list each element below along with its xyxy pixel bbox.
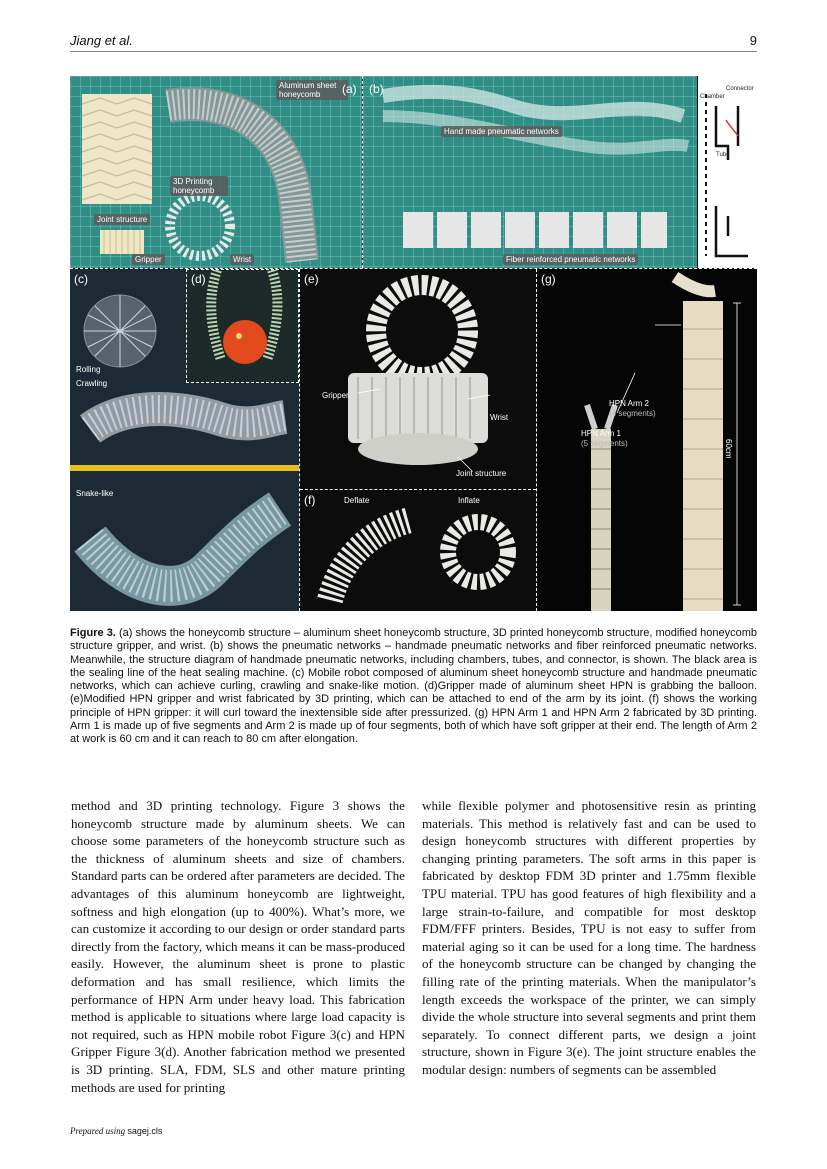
- panel-label-g: (g): [541, 272, 556, 286]
- label-tube: Tube: [716, 152, 730, 158]
- header-author: Jiang et al.: [70, 33, 133, 48]
- inflate-gripper: [448, 522, 508, 582]
- panel-label-e: (e): [304, 272, 319, 286]
- label-connector: Connector: [726, 86, 754, 92]
- label-inflate: Inflate: [458, 496, 480, 505]
- divider-top-row: [70, 268, 757, 269]
- label-arm-2-segments: (4 segments): [609, 409, 656, 418]
- label-crawling: Crawling: [76, 379, 108, 388]
- printed-joint: [358, 433, 478, 465]
- panel-label-b: (b): [369, 82, 384, 96]
- fiber-reinforced-network-shape: [403, 212, 667, 248]
- label-chamber: Chamber: [700, 94, 725, 100]
- footer: [70, 1126, 162, 1136]
- figure-caption: [70, 627, 757, 747]
- label-hpn-arm-1: HPN Arm 1: [581, 429, 622, 438]
- divider-c-e: [299, 269, 300, 611]
- footer-cls-file: sagej.cls: [127, 1126, 163, 1136]
- handmade-pneumatic-network-shape: [383, 92, 683, 116]
- divider-b-schematic: [698, 76, 699, 268]
- label-hpn-arm-2: HPN Arm 2: [609, 399, 650, 408]
- panel-a: [70, 76, 362, 268]
- label-e-gripper: Gripper: [322, 391, 349, 400]
- label-handmade-networks: Hand made pneumatic networks: [441, 126, 562, 137]
- panel-b-schematic: [698, 76, 757, 268]
- panel-f: [300, 490, 536, 611]
- label-snake-like: Snake-like: [76, 489, 114, 498]
- caption-label: Figure 3.: [70, 627, 116, 639]
- footer-prepared-using: Prepared using: [70, 1126, 126, 1136]
- panel-e-illustration: [300, 269, 536, 489]
- label-arm-1-segments: (5 segments): [581, 439, 628, 448]
- crawling-robot: [90, 409, 285, 429]
- panel-label-c: (c): [74, 272, 88, 286]
- label-e-joint: Joint structure: [456, 469, 507, 478]
- label-rolling: Rolling: [76, 365, 101, 374]
- label-deflate: Deflate: [344, 496, 370, 505]
- figure-3: [70, 76, 757, 611]
- panel-b: [363, 76, 697, 268]
- printed-gripper: [376, 285, 468, 377]
- rolling-robot: [84, 295, 156, 367]
- label-e-wrist: Wrist: [490, 413, 509, 422]
- divider-e-g: [536, 269, 537, 611]
- pneumatic-schematic: [698, 76, 757, 268]
- wrist-part: [170, 196, 230, 256]
- panel-label-d: (d): [191, 272, 206, 286]
- panel-d-illustration: [187, 270, 299, 383]
- label-wrist: Wrist: [230, 254, 254, 265]
- panel-e: [300, 269, 536, 489]
- panel-b-illustration: [363, 76, 697, 268]
- label-aluminum-honeycomb: Aluminum sheet honeycomb: [276, 80, 348, 100]
- deflate-gripper: [330, 520, 410, 600]
- running-header: [70, 30, 757, 52]
- hpn-arm-2: [675, 277, 723, 611]
- snake-robot: [90, 509, 280, 586]
- ruler: [70, 465, 299, 471]
- panel-f-illustration: [300, 490, 536, 611]
- body-column-right: while flexible polymer and photosensitive resin as printing materials. This method is relatively fast and can be used to design honeycomb structures with different properties by changing printing parameters. The soft arms in this paper is fabricated by desktop FDM 3D printer and 1.75mm flexible TPU material. TPU has good features of high flexibility and a large strain-to-failure, and compatible for most desktop FDM/FFF printers. Besides, TPU is not easy to suffer from material aging so it can be used for a long time. The hardness of the honeycomb structure can be changed by changing the filling rate of the printing materials. When the manipulator’s length exceeds the workspace of the printer, we can simply divide the whole structure into several segments and print them separately. To connect different parts, we design a joint structure, shown in Figure 3(e). The joint structure enables the modular design: numbers of segments can be assembled: [422, 798, 756, 1077]
- panel-g: [537, 269, 757, 611]
- label-length-60cm: 60cm: [724, 439, 733, 459]
- caption-text: (a) shows the honeycomb structure – aluminum sheet honeycomb structure, 3D printed honeycomb structure, modified honeycomb structure gripper, and wrist. (b) shows the pneumatic networks – handmade pneumatic networks and fiber reinforced pneumatic networks. Meanwhile, the structure diagram of handmade pneumatic networks, including chambers, tubes, and connector, is shown. The black area is the sealing line of the heat sealing machine. (c) Mobile robot composed of aluminum sheet honeycomb structure and handmade pneumatic networks, which can achieve curling, crawling and snake-like motion. (d)Gripper made of aluminum sheet HPN is grabbing the balloon.(e)Modified HPN gripper and wrist fabricated by 3D printing, which can be attached to end of the arm by its joint. (f) shows the working principle of HPN gripper: it will curl toward the inextensible side after pressurized. (g) HPN Arm 1 and HPN Arm 2 fabricated by 3D printing. Arm 1 is made up of five segments and Arm 2 is made up of four segments, both of which have soft gripper at their end. The length of Arm 2 at work is 60 cm and it can reach to 80 cm after elongation.: [70, 627, 758, 746]
- panel-d: [186, 269, 299, 383]
- label-fiber-networks: Fiber reinforced pneumatic networks: [503, 254, 638, 265]
- label-joint-structure: Joint structure: [94, 214, 150, 225]
- label-3d-printing-honeycomb: 3D Printing honeycomb: [170, 176, 228, 196]
- panel-label-f: (f): [304, 493, 316, 507]
- printed-honeycomb-block: [82, 94, 152, 204]
- printed-wrist: [348, 373, 488, 443]
- body-column-left: method and 3D printing technology. Figure 3 shows the honeycomb structure made by aluminum sheets. We can choose some parameters of the honeycomb structure such as the thickness of aluminum sheets and size of chambers. Standard parts can be ordered after parameters are decided. The advantages of this aluminum honeycomb are lightweight, softness and high elongation (up to 400%). What’s more, we can customize it according to our design or order standard parts directly from the factory, which means it can be mass-produced easily. However, the aluminum sheet is prone to plastic deformation and has small resilience, which limits the performance of HPN Arm under heavy load. This fabrication method is applicable to situations where large load capacity is not required, such as HPN mobile robot Figure 3(c) and HPN Gripper Figure 3(d). Another fabrication method we presented is 3D printing. SLA, FDM, SLS and other mature printing methods are used for printing: [71, 798, 405, 1095]
- panel-label-a: (a): [342, 82, 357, 96]
- page-number: 9: [749, 33, 757, 48]
- label-gripper: Gripper: [132, 254, 165, 265]
- panel-a-illustration: [70, 76, 362, 268]
- divider-e-f: [300, 489, 536, 490]
- balloon: [223, 320, 267, 364]
- divider-a-b: [362, 76, 363, 268]
